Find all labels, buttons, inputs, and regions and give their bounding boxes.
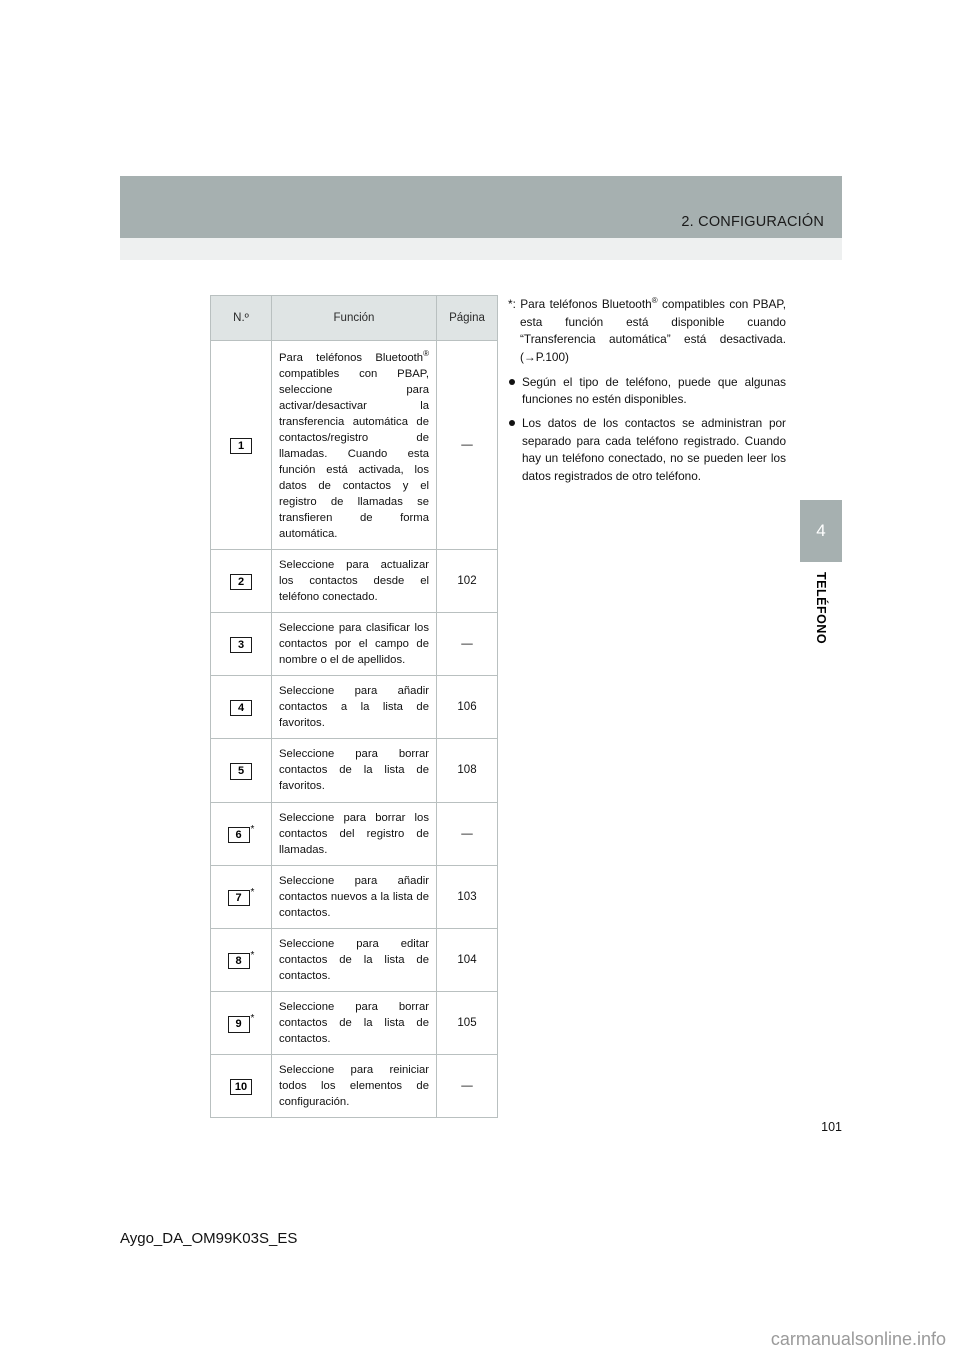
number-badge-value: 10 — [230, 1079, 252, 1095]
footnote-text-pre: *: Para teléfonos Bluetooth — [508, 296, 652, 311]
row-function-cell: Seleccione para reiniciar todos los elementos de configuración. — [272, 1054, 437, 1117]
row-number-cell — [211, 341, 272, 550]
row-page-cell: — — [437, 802, 498, 865]
row-page-cell: — — [437, 1054, 498, 1117]
note-bullet-text: Según el tipo de teléfono, puede que algunas funciones no estén disponibles. — [522, 374, 786, 407]
chapter-number-tab: 4 — [800, 500, 842, 562]
row-function-text-pre: Para teléfonos Bluetooth — [279, 351, 424, 364]
row-function-cell: Seleccione para borrar contactos de la lista de favoritos. — [272, 739, 437, 802]
row-page-cell: 102 — [437, 550, 498, 613]
table-row — [211, 613, 498, 676]
row-number-cell — [211, 739, 272, 802]
row-function-cell — [272, 341, 437, 550]
table-row — [211, 865, 498, 928]
row-page-cell: 103 — [437, 865, 498, 928]
function-table-container — [210, 295, 485, 1118]
number-badge — [230, 761, 252, 779]
table-row — [211, 739, 498, 802]
row-function-cell: Seleccione para clasificar los contactos por el campo de nombre o el de apellidos. — [272, 613, 437, 676]
row-function-cell: Seleccione para añadir contactos a la lista de favoritos. — [272, 676, 437, 739]
footnote-star-icon: * — [250, 886, 255, 898]
row-number-cell — [211, 1054, 272, 1117]
row-page-cell: 106 — [437, 676, 498, 739]
page-header-band — [120, 176, 842, 238]
row-function-text-post: compatibles con PBAP, seleccione para activar/desactivar la transferencia automática de contactos/registro de llamadas. Cuando esta función está activada, los datos de contactos y el registro de llamadas se transfieren de forma automática. — [279, 367, 429, 541]
number-badge — [228, 1013, 255, 1032]
number-badge-value: 1 — [230, 438, 252, 454]
row-function-cell: Seleccione para borrar los contactos del registro de llamadas. — [272, 802, 437, 865]
row-number-cell — [211, 550, 272, 613]
row-number-cell — [211, 928, 272, 991]
number-badge-value: 3 — [230, 637, 252, 653]
page-number: 101 — [821, 1120, 842, 1134]
footnote-paragraph — [508, 295, 786, 367]
note-bullet-text: Los datos de los contactos se administran por separado para cada teléfono registrado. Cuando hay un teléfono conectado, no se pueden leer los datos registrados de otro teléfono. — [522, 416, 786, 484]
number-badge-value: 2 — [230, 574, 252, 590]
note-bullet-item — [508, 415, 786, 486]
number-badge — [230, 698, 252, 716]
header-cell-function: Función — [272, 296, 437, 341]
number-badge — [230, 436, 252, 454]
table-row — [211, 676, 498, 739]
row-page-cell: 104 — [437, 928, 498, 991]
header-cell-no: N.º — [211, 296, 272, 341]
table-row — [211, 928, 498, 991]
header-cell-page: Página — [437, 296, 498, 341]
note-bullet-item — [508, 374, 786, 409]
document-code: Aygo_DA_OM99K03S_ES — [120, 1230, 298, 1247]
notes-column — [508, 295, 786, 492]
number-badge — [228, 950, 255, 969]
row-function-cell: Seleccione para añadir contactos nuevos a la lista de contactos. — [272, 865, 437, 928]
chapter-side-label-text: TELÉFONO — [814, 572, 828, 645]
row-number-cell — [211, 865, 272, 928]
row-page-cell: 105 — [437, 991, 498, 1054]
footnote-star-icon: * — [250, 823, 255, 835]
bullet-dot-icon — [509, 420, 515, 426]
bullet-dot-icon — [509, 379, 515, 385]
number-badge — [228, 824, 255, 843]
row-number-cell — [211, 676, 272, 739]
header-underbar — [120, 238, 842, 260]
row-number-cell — [211, 991, 272, 1054]
number-badge-value: 7 — [228, 890, 250, 906]
footnote-star-icon: * — [250, 1013, 255, 1025]
number-badge — [230, 1077, 252, 1095]
number-badge — [230, 635, 252, 653]
table-row — [211, 1054, 498, 1117]
number-badge-value: 4 — [230, 700, 252, 716]
chapter-title: 2. CONFIGURACIÓN — [681, 214, 824, 230]
number-badge — [228, 887, 255, 906]
number-badge — [230, 572, 252, 590]
table-head — [211, 296, 498, 341]
table-row — [211, 991, 498, 1054]
chapter-side-label — [800, 572, 842, 647]
table-row — [211, 341, 498, 550]
number-badge-value: 5 — [230, 763, 252, 779]
registered-mark-icon: ® — [423, 349, 429, 358]
row-page-cell: — — [437, 613, 498, 676]
number-badge-value: 9 — [228, 1016, 250, 1032]
table-row — [211, 802, 498, 865]
watermark: carmanualsonline.info — [770, 1329, 946, 1349]
table-row — [211, 550, 498, 613]
number-badge-value: 8 — [228, 953, 250, 969]
row-page-cell: — — [437, 341, 498, 550]
table-body — [211, 341, 498, 1118]
row-number-cell — [211, 613, 272, 676]
footnote-text-post: compatibles con PBAP, esta función está disponible cuando “Transferencia automática” está desactivada. (→P.100) — [520, 296, 786, 364]
row-function-cell: Seleccione para editar contactos de la lista de contactos. — [272, 928, 437, 991]
row-function-cell: Seleccione para borrar contactos de la lista de contactos. — [272, 991, 437, 1054]
table-header-row — [211, 296, 498, 341]
registered-mark-icon: ® — [651, 296, 658, 305]
row-page-cell: 108 — [437, 739, 498, 802]
row-function-cell: Seleccione para actualizar los contactos desde el teléfono conectado. — [272, 550, 437, 613]
row-number-cell — [211, 802, 272, 865]
footnote-star-icon: * — [250, 950, 255, 962]
function-table — [210, 295, 498, 1118]
number-badge-value: 6 — [228, 827, 250, 843]
